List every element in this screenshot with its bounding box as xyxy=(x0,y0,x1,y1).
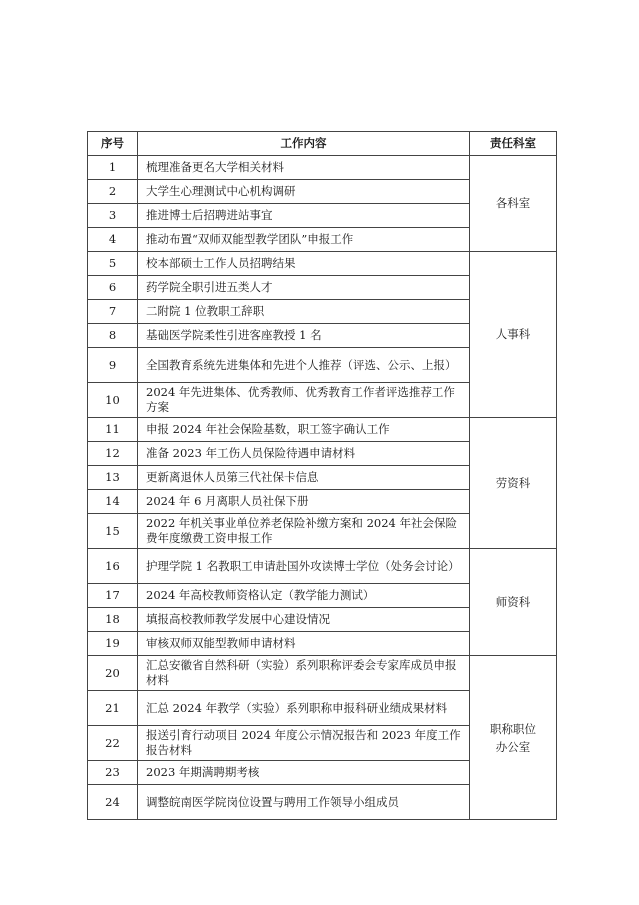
row-content: 推进博士后招聘进站事宜 xyxy=(138,204,470,228)
row-number: 10 xyxy=(88,383,138,418)
row-number: 20 xyxy=(88,656,138,691)
department-label: 职称职位办公室 xyxy=(490,721,536,754)
header-seq: 序号 xyxy=(88,132,138,156)
row-number: 22 xyxy=(88,726,138,761)
row-content: 2024 年 6 月离职人员社保下册 xyxy=(138,490,470,514)
table-row xyxy=(88,549,557,584)
row-content: 2024 年高校教师资格认定（教学能力测试） xyxy=(138,584,470,608)
table-header-row xyxy=(88,132,557,156)
row-content: 汇总 2024 年教学（实验）系列职称申报科研业绩成果材料 xyxy=(138,691,470,726)
row-number: 2 xyxy=(88,180,138,204)
row-number: 17 xyxy=(88,584,138,608)
row-content: 护理学院 1 名教职工申请赴国外攻读博士学位（处务会讨论） xyxy=(138,549,470,584)
row-content: 二附院 1 位教职工辞职 xyxy=(138,300,470,324)
work-table xyxy=(87,131,557,820)
row-number: 19 xyxy=(88,632,138,656)
row-content: 更新离退休人员第三代社保卡信息 xyxy=(138,466,470,490)
department-cell xyxy=(470,252,557,418)
row-content: 梳理准备更名大学相关材料 xyxy=(138,156,470,180)
department-label: 劳资科 xyxy=(495,475,531,490)
row-number: 13 xyxy=(88,466,138,490)
row-content: 填报高校教师教学发展中心建设情况 xyxy=(138,608,470,632)
row-number: 18 xyxy=(88,608,138,632)
department-cell xyxy=(470,156,557,252)
row-number: 21 xyxy=(88,691,138,726)
table-body xyxy=(88,156,557,820)
department-label: 人事科 xyxy=(495,327,531,341)
row-content: 基础医学院柔性引进客座教授 1 名 xyxy=(138,324,470,348)
row-number: 23 xyxy=(88,761,138,785)
row-number: 9 xyxy=(88,348,138,383)
row-content: 校本部硕士工作人员招聘结果 xyxy=(138,252,470,276)
row-content: 汇总安徽省自然科研（实验）系列职称评委会专家库成员申报材料 xyxy=(138,656,470,691)
row-number: 24 xyxy=(88,785,138,820)
row-content: 全国教育系统先进集体和先进个人推荐（评选、公示、上报） xyxy=(138,348,470,383)
row-content: 准备 2023 年工伤人员保险待遇申请材料 xyxy=(138,442,470,466)
row-content: 申报 2024 年社会保险基数，职工签字确认工作 xyxy=(138,418,470,442)
row-number: 11 xyxy=(88,418,138,442)
row-number: 1 xyxy=(88,156,138,180)
row-content: 推动布置“双师双能型教学团队”申报工作 xyxy=(138,228,470,252)
table-row xyxy=(88,252,557,276)
row-number: 7 xyxy=(88,300,138,324)
row-number: 3 xyxy=(88,204,138,228)
department-cell xyxy=(470,418,557,549)
row-number: 5 xyxy=(88,252,138,276)
table-row xyxy=(88,656,557,691)
department-cell xyxy=(470,549,557,656)
row-content: 2024 年先进集体、优秀教师、优秀教育工作者评选推荐工作方案 xyxy=(138,383,470,418)
row-content: 2023 年期满聘期考核 xyxy=(138,761,470,785)
row-content: 调整皖南医学院岗位设置与聘用工作领导小组成员 xyxy=(138,785,470,820)
row-content: 报送引育行动项目 2024 年度公示情况报告和 2023 年度工作报告材料 xyxy=(138,726,470,761)
row-number: 8 xyxy=(88,324,138,348)
department-cell xyxy=(470,656,557,820)
row-number: 15 xyxy=(88,514,138,549)
row-content: 2022 年机关事业单位养老保险补缴方案和 2024 年社会保险费年度缴费工资申报工作 xyxy=(138,514,470,549)
row-content: 审核双师双能型教师申请材料 xyxy=(138,632,470,656)
row-number: 4 xyxy=(88,228,138,252)
row-content: 药学院全职引进五类人才 xyxy=(138,276,470,300)
table-row xyxy=(88,418,557,442)
department-label: 各科室 xyxy=(495,196,531,210)
row-number: 6 xyxy=(88,276,138,300)
department-label: 师资科 xyxy=(495,594,531,609)
table-row xyxy=(88,156,557,180)
row-number: 16 xyxy=(88,549,138,584)
header-content: 工作内容 xyxy=(138,132,470,156)
header-dept: 责任科室 xyxy=(470,132,557,156)
row-content: 大学生心理测试中心机构调研 xyxy=(138,180,470,204)
row-number: 12 xyxy=(88,442,138,466)
row-number: 14 xyxy=(88,490,138,514)
